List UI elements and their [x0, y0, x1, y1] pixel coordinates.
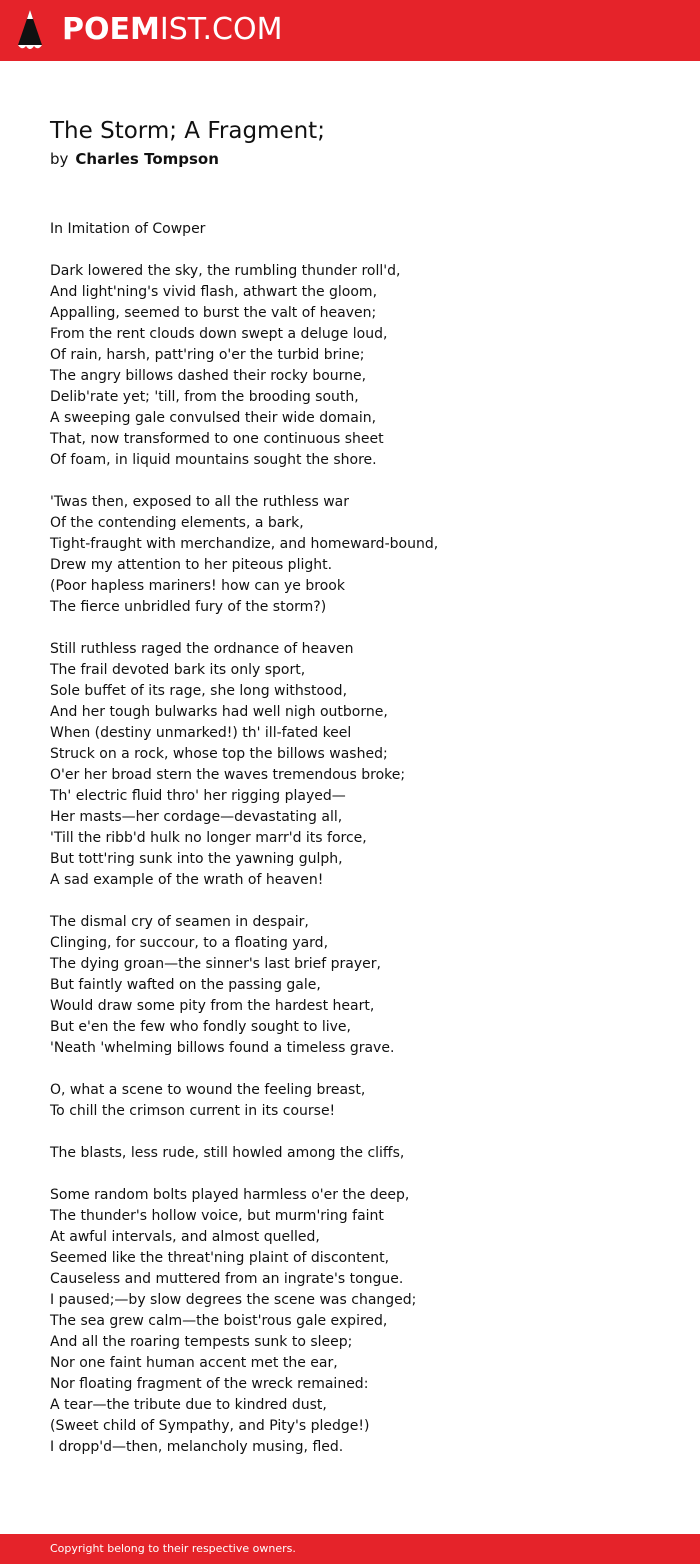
- poem-line: And light'ning's vivid flash, athwart the gloom,: [50, 284, 378, 300]
- stanza-break: [50, 240, 650, 261]
- pencil-tip-icon[interactable]: [17, 9, 43, 51]
- poem-line: At awful intervals, and almost quelled,: [50, 1229, 320, 1245]
- poem-line: That, now transformed to one continuous sheet: [50, 431, 384, 447]
- poem-line: Seemed like the threat'ning plaint of discontent,: [50, 1250, 390, 1266]
- poem-line: O'er her broad stern the waves tremendous broke;: [50, 767, 406, 783]
- poem-line: Some random bolts played harmless o'er the deep,: [50, 1187, 410, 1203]
- stanza-break: [50, 471, 650, 492]
- poem-line: (Sweet child of Sympathy, and Pity's pledge!): [50, 1418, 370, 1434]
- poem-line: The sea grew calm—the boist'rous gale expired,: [50, 1313, 388, 1329]
- poem-line: Nor floating fragment of the wreck remained:: [50, 1376, 369, 1392]
- poem-line: A tear—the tribute due to kindred dust,: [50, 1397, 327, 1413]
- poem-line: Clinging, for succour, to a floating yard,: [50, 935, 329, 951]
- poem-line: Causeless and muttered from an ingrate's tongue.: [50, 1271, 404, 1287]
- poem-line: From the rent clouds down swept a deluge loud,: [50, 326, 388, 342]
- poem-line: I paused;—by slow degrees the scene was changed;: [50, 1292, 417, 1308]
- poem-line: Delib'rate yet; 'till, from the brooding south,: [50, 389, 359, 405]
- poem-line: 'Neath 'whelming billows found a timeless grave.: [50, 1040, 395, 1056]
- author-name: Charles Tompson: [75, 150, 219, 168]
- poem-line: To chill the crimson current in its course!: [50, 1103, 336, 1119]
- poem-line: 'Till the ribb'd hulk no longer marr'd its force,: [50, 830, 367, 846]
- poem-line: Of foam, in liquid mountains sought the shore.: [50, 452, 377, 468]
- poem-line: Appalling, seemed to burst the valt of heaven;: [50, 305, 377, 321]
- poem-line: O, what a scene to wound the feeling breast,: [50, 1082, 366, 1098]
- poem-line: Nor one faint human accent met the ear,: [50, 1355, 338, 1371]
- poem-line: I dropp'd—then, melancholy musing, fled.: [50, 1439, 344, 1455]
- stanza-break: [50, 1122, 650, 1143]
- poem-line: But tott'ring sunk into the yawning gulph,: [50, 851, 343, 867]
- poem-line: The angry billows dashed their rocky bourne,: [50, 368, 367, 384]
- copyright-notice: Copyright belong to their respective owners.: [50, 1542, 296, 1555]
- poem-title: The Storm; A Fragment;: [50, 118, 325, 144]
- poem-line: Drew my attention to her piteous plight.: [50, 557, 333, 573]
- site-header: [0, 0, 700, 61]
- poem-line: Of the contending elements, a bark,: [50, 515, 304, 531]
- by-label: by: [50, 150, 69, 168]
- poem-line: (Poor hapless mariners! how can ye brook: [50, 578, 345, 594]
- poem-line: The frail devoted bark its only sport,: [50, 662, 306, 678]
- poem-line: Dark lowered the sky, the rumbling thunder roll'd,: [50, 263, 401, 279]
- site-footer: [0, 1534, 700, 1564]
- poem-line: Still ruthless raged the ordnance of heaven: [50, 641, 354, 657]
- poem-line: Th' electric fluid thro' her rigging played—: [50, 788, 346, 804]
- byline: [50, 149, 219, 169]
- poem-line: A sad example of the wrath of heaven!: [50, 872, 324, 888]
- poem-line: Struck on a rock, whose top the billows washed;: [50, 746, 388, 762]
- poem-line: And all the roaring tempests sunk to sleep;: [50, 1334, 353, 1350]
- stanza-break: [50, 891, 650, 912]
- poem-line: A sweeping gale convulsed their wide domain,: [50, 410, 377, 426]
- stanza-break: [50, 1059, 650, 1080]
- poem-line: And her tough bulwarks had well nigh outborne,: [50, 704, 388, 720]
- site-logo[interactable]: [62, 10, 282, 50]
- poem-line: In Imitation of Cowper: [50, 221, 206, 237]
- stanza-break: [50, 1164, 650, 1185]
- poem-line: Sole buffet of its rage, she long withstood,: [50, 683, 348, 699]
- logo-text-bold: POEM: [62, 12, 160, 47]
- poem-line: When (destiny unmarked!) th' ill-fated keel: [50, 725, 352, 741]
- poem-body: [50, 219, 650, 1458]
- poem-line: The dismal cry of seamen in despair,: [50, 914, 309, 930]
- poem-line: Of rain, harsh, patt'ring o'er the turbid brine;: [50, 347, 365, 363]
- poem-line: 'Twas then, exposed to all the ruthless war: [50, 494, 350, 510]
- poem-line: The blasts, less rude, still howled among the cliffs,: [50, 1145, 405, 1161]
- poem-line: But e'en the few who fondly sought to live,: [50, 1019, 351, 1035]
- stanza-break: [50, 618, 650, 639]
- poem-line: Her masts—her cordage—devastating all,: [50, 809, 343, 825]
- poem-line: Tight-fraught with merchandize, and homeward-bound,: [50, 536, 439, 552]
- poem-line: The dying groan—the sinner's last brief prayer,: [50, 956, 381, 972]
- poem-line: The fierce unbridled fury of the storm?): [50, 599, 327, 615]
- logo-text-light: IST.COM: [159, 12, 283, 47]
- poem-line: Would draw some pity from the hardest heart,: [50, 998, 375, 1014]
- poem-line: But faintly wafted on the passing gale,: [50, 977, 321, 993]
- poem-line: The thunder's hollow voice, but murm'ring faint: [50, 1208, 384, 1224]
